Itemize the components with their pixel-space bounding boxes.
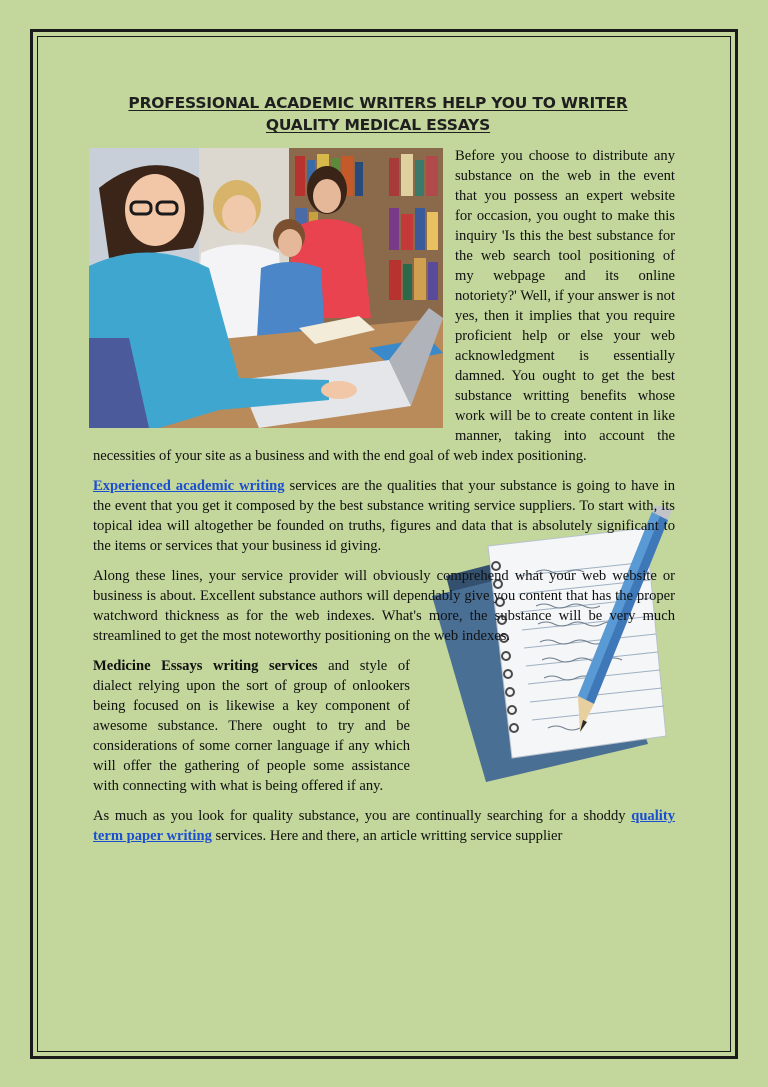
paragraph-1: Before you choose to distribute any substance on the web in the event that you possess an expert website for occasion, you ought to make this inquiry 'Is this the best substance for the web search tool positioning of my webpage and its online notoriety?' Well, if your answer is not yes, then it implies that you require proficient help or else your web acknowledgment is essentially damned. You ought to get the best substance writting benefits whose work will be to create content in like manner, taking into account the necessities of your site as a business and with the end goal of web index positioning. [93,148,675,464]
medicine-essays-bold: Medicine Essays writing services [93,658,318,674]
paragraph-4-text: and style of dialect relying upon the sort of group of onlookers being focused on is likewise a key component of awesome substance. There ought to try and be considerations of some corner language if any which will offer the gathering of people some assistance with connecting with what is being offered if any. [93,658,410,794]
paragraph-5-text-rest: services. Here and there, an article writting service supplier [211,828,563,844]
document-body [93,92,675,856]
document-title: PROFESSIONAL ACADEMIC WRITERS HELP YOU TO WRITER QUALITY MEDICAL ESSAYS [128,94,628,134]
notepad-pencil-illustration [426,506,681,786]
experienced-academic-writing-link[interactable]: Experienced academic writing [93,478,285,494]
paragraph-3: Along these lines, your service provider will obviously comprehend what your web website or business is about. Excellent substance authors will dependably give you content that has the proper watchword thickness as for the web indexes. What's more, the substance will be very much streamlined to get the most noteworthy positioning on the web indexes. [93,568,675,644]
paragraph-5 [93,806,675,846]
quality-term-paper-writing-link[interactable]: quality term paper writing [93,808,675,844]
paragraph-2-text: services are the qualities that your substance is going to have in the event that you get it composed by the best substance writing service suppliers. To start with, its topical idea will altogether be founded on truths, figures and data that is absolutely significant to the items or services that your business id giving. [93,478,675,554]
students-photo [89,148,443,428]
paragraph-5-text-start: As much as you look for quality substance, you are continually searching for a shoddy [93,808,632,824]
